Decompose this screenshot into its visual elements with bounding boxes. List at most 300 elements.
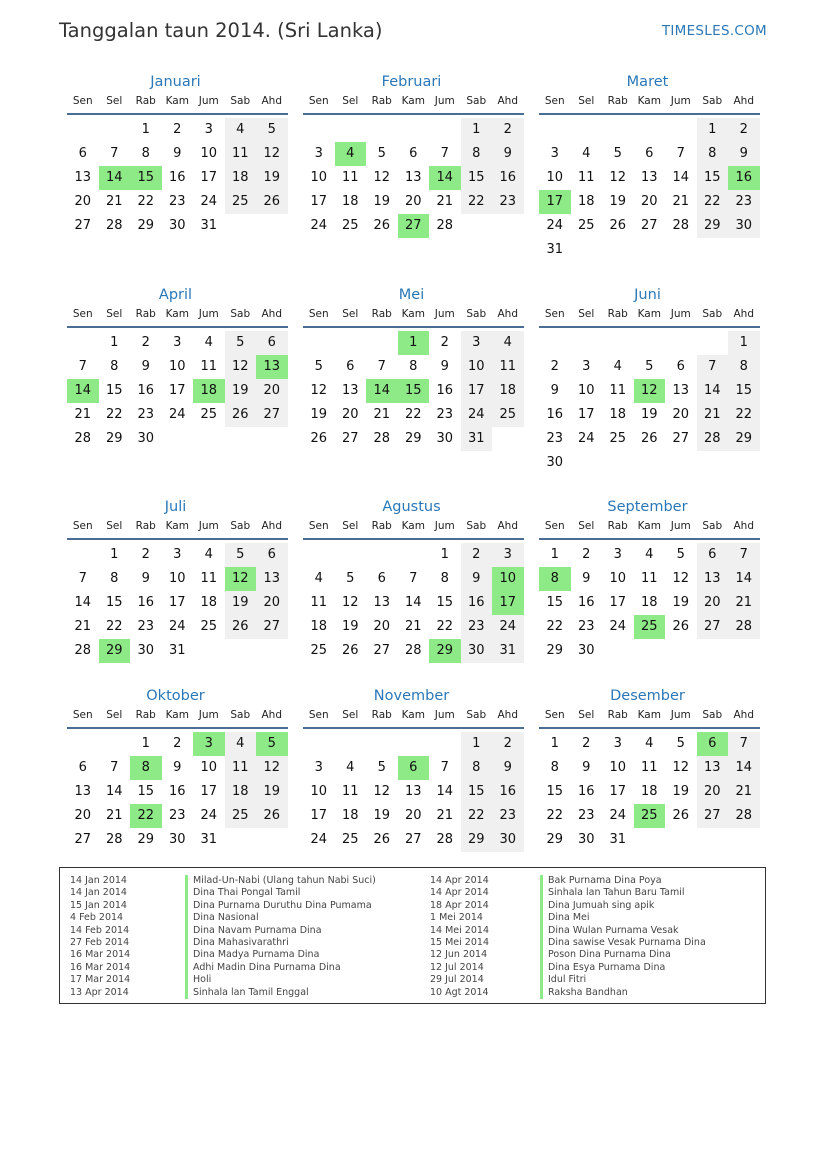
day-cell[interactable]: 10 [168, 359, 186, 374]
day-cell[interactable]: 26 [373, 218, 391, 233]
day-cell[interactable]: 2 [173, 736, 182, 751]
day-cell[interactable]: 22 [436, 619, 454, 634]
day-cell[interactable]: 17 [461, 379, 493, 403]
day-cell[interactable]: 7 [440, 146, 449, 161]
day-cell[interactable]: 21 [728, 780, 760, 804]
day-cell[interactable]: 30 [728, 214, 760, 238]
day-cell[interactable]: 8 [110, 359, 119, 374]
day-cell[interactable]: 27 [697, 804, 729, 828]
day-cell[interactable]: 4 [492, 331, 524, 355]
day-cell[interactable]: 10 [310, 170, 328, 185]
day-cell[interactable]: 18 [640, 595, 658, 610]
day-cell[interactable]: 25 [225, 804, 257, 828]
day-cell[interactable]: 27 [341, 431, 359, 446]
day-cell[interactable]: 15 [436, 595, 454, 610]
day-cell[interactable]: 8 [697, 142, 729, 166]
day-cell[interactable]: 17 [310, 194, 328, 209]
day-cell[interactable]: 14 [697, 379, 729, 403]
day-cell[interactable]: 26 [256, 190, 288, 214]
day-cell[interactable]: 21 [728, 591, 760, 615]
day-cell[interactable]: 30 [137, 643, 155, 658]
day-cell[interactable]: 19 [225, 591, 257, 615]
day-cell[interactable]: 27 [373, 643, 391, 658]
day-cell[interactable]: 28 [728, 615, 760, 639]
day-cell[interactable]: 25 [225, 190, 257, 214]
day-cell[interactable]: 14 [74, 595, 92, 610]
day-cell[interactable]: 20 [373, 619, 391, 634]
day-cell[interactable]: 19 [256, 166, 288, 190]
day-cell[interactable]: 6 [78, 146, 87, 161]
day-cell[interactable]: 4 [204, 335, 213, 350]
day-cell[interactable]: 21 [436, 194, 454, 209]
day-cell[interactable]: 5 [256, 732, 288, 756]
day-cell[interactable]: 2 [492, 118, 524, 142]
day-cell[interactable]: 30 [168, 832, 186, 847]
day-cell[interactable]: 14 [672, 170, 690, 185]
day-cell[interactable]: 20 [341, 407, 359, 422]
day-cell[interactable]: 12 [225, 355, 257, 379]
day-cell[interactable]: 27 [697, 615, 729, 639]
day-cell[interactable]: 22 [546, 808, 564, 823]
day-cell[interactable]: 10 [609, 760, 627, 775]
day-cell[interactable]: 15 [130, 166, 162, 190]
day-cell[interactable]: 13 [404, 170, 422, 185]
day-cell[interactable]: 24 [200, 808, 218, 823]
day-cell[interactable]: 21 [74, 407, 92, 422]
day-cell[interactable]: 29 [728, 427, 760, 451]
day-cell[interactable]: 18 [640, 784, 658, 799]
day-cell[interactable]: 6 [78, 760, 87, 775]
day-cell[interactable]: 4 [314, 571, 323, 586]
day-cell[interactable]: 15 [697, 166, 729, 190]
day-cell[interactable]: 29 [461, 828, 493, 852]
day-cell[interactable]: 26 [609, 218, 627, 233]
day-cell[interactable]: 13 [341, 383, 359, 398]
day-cell[interactable]: 4 [582, 146, 591, 161]
day-cell[interactable]: 31 [200, 832, 218, 847]
day-cell[interactable]: 18 [577, 194, 595, 209]
day-cell[interactable]: 19 [373, 808, 391, 823]
day-cell[interactable]: 2 [582, 736, 591, 751]
day-cell[interactable]: 27 [398, 214, 430, 238]
brand-link[interactable]: TIMESLES.COM [661, 23, 767, 39]
day-cell[interactable]: 5 [346, 571, 355, 586]
day-cell[interactable]: 14 [429, 166, 461, 190]
day-cell[interactable]: 15 [137, 784, 155, 799]
day-cell[interactable]: 3 [314, 760, 323, 775]
day-cell[interactable]: 23 [168, 808, 186, 823]
day-cell[interactable]: 22 [461, 804, 493, 828]
day-cell[interactable]: 23 [461, 615, 493, 639]
day-cell[interactable]: 24 [546, 218, 564, 233]
day-cell[interactable]: 22 [461, 190, 493, 214]
day-cell[interactable]: 22 [404, 407, 422, 422]
day-cell[interactable]: 21 [436, 808, 454, 823]
day-cell[interactable]: 5 [225, 331, 257, 355]
day-cell[interactable]: 9 [492, 756, 524, 780]
day-cell[interactable]: 23 [492, 190, 524, 214]
day-cell[interactable]: 31 [546, 242, 564, 257]
day-cell[interactable]: 19 [256, 780, 288, 804]
day-cell[interactable]: 4 [225, 118, 257, 142]
day-cell[interactable]: 29 [99, 639, 131, 663]
day-cell[interactable]: 10 [492, 567, 524, 591]
day-cell[interactable]: 27 [74, 218, 92, 233]
day-cell[interactable]: 29 [546, 832, 564, 847]
day-cell[interactable]: 6 [256, 543, 288, 567]
day-cell[interactable]: 14 [436, 784, 454, 799]
day-cell[interactable]: 16 [461, 591, 493, 615]
day-cell[interactable]: 1 [110, 335, 119, 350]
day-cell[interactable]: 30 [461, 639, 493, 663]
day-cell[interactable]: 20 [672, 407, 690, 422]
day-cell[interactable]: 28 [728, 804, 760, 828]
day-cell[interactable]: 4 [346, 760, 355, 775]
day-cell[interactable]: 1 [461, 118, 493, 142]
day-cell[interactable]: 8 [409, 359, 418, 374]
day-cell[interactable]: 23 [492, 804, 524, 828]
day-cell[interactable]: 11 [310, 595, 328, 610]
day-cell[interactable]: 18 [609, 407, 627, 422]
day-cell[interactable]: 10 [310, 784, 328, 799]
day-cell[interactable]: 12 [672, 760, 690, 775]
day-cell[interactable]: 17 [609, 784, 627, 799]
day-cell[interactable]: 18 [225, 780, 257, 804]
day-cell[interactable]: 19 [609, 194, 627, 209]
day-cell[interactable]: 9 [550, 383, 559, 398]
day-cell[interactable]: 2 [141, 547, 150, 562]
day-cell[interactable]: 25 [200, 407, 218, 422]
day-cell[interactable]: 18 [193, 379, 225, 403]
day-cell[interactable]: 8 [550, 760, 559, 775]
day-cell[interactable]: 19 [310, 407, 328, 422]
day-cell[interactable]: 30 [137, 431, 155, 446]
day-cell[interactable]: 25 [341, 832, 359, 847]
day-cell[interactable]: 17 [200, 170, 218, 185]
day-cell[interactable]: 18 [341, 808, 359, 823]
day-cell[interactable]: 11 [341, 170, 359, 185]
day-cell[interactable]: 5 [377, 760, 386, 775]
day-cell[interactable]: 25 [577, 218, 595, 233]
day-cell[interactable]: 12 [672, 571, 690, 586]
day-cell[interactable]: 13 [74, 784, 92, 799]
day-cell[interactable]: 24 [492, 615, 524, 639]
day-cell[interactable]: 20 [256, 591, 288, 615]
day-cell[interactable]: 25 [200, 619, 218, 634]
day-cell[interactable]: 25 [609, 431, 627, 446]
day-cell[interactable]: 8 [539, 567, 571, 591]
day-cell[interactable]: 24 [200, 194, 218, 209]
day-cell[interactable]: 6 [697, 732, 729, 756]
day-cell[interactable]: 14 [728, 756, 760, 780]
day-cell[interactable]: 3 [582, 359, 591, 374]
day-cell[interactable]: 14 [67, 379, 99, 403]
day-cell[interactable]: 9 [492, 142, 524, 166]
day-cell[interactable]: 21 [105, 194, 123, 209]
day-cell[interactable]: 24 [168, 407, 186, 422]
day-cell[interactable]: 30 [168, 218, 186, 233]
day-cell[interactable]: 6 [377, 571, 386, 586]
day-cell[interactable]: 20 [256, 379, 288, 403]
day-cell[interactable]: 22 [728, 403, 760, 427]
day-cell[interactable]: 16 [577, 784, 595, 799]
day-cell[interactable]: 2 [461, 543, 493, 567]
day-cell[interactable]: 29 [404, 431, 422, 446]
day-cell[interactable]: 2 [550, 359, 559, 374]
day-cell[interactable]: 16 [137, 383, 155, 398]
day-cell[interactable]: 13 [672, 383, 690, 398]
day-cell[interactable]: 3 [461, 331, 493, 355]
day-cell[interactable]: 26 [341, 643, 359, 658]
day-cell[interactable]: 9 [461, 567, 493, 591]
day-cell[interactable]: 23 [436, 407, 454, 422]
day-cell[interactable]: 14 [728, 567, 760, 591]
day-cell[interactable]: 31 [609, 832, 627, 847]
day-cell[interactable]: 23 [577, 619, 595, 634]
day-cell[interactable]: 15 [461, 166, 493, 190]
day-cell[interactable]: 7 [697, 355, 729, 379]
day-cell[interactable]: 22 [105, 407, 123, 422]
day-cell[interactable]: 6 [346, 359, 355, 374]
day-cell[interactable]: 9 [440, 359, 449, 374]
day-cell[interactable]: 14 [404, 595, 422, 610]
day-cell[interactable]: 3 [204, 122, 213, 137]
day-cell[interactable]: 30 [436, 431, 454, 446]
day-cell[interactable]: 1 [110, 547, 119, 562]
day-cell[interactable]: 20 [697, 591, 729, 615]
day-cell[interactable]: 2 [440, 335, 449, 350]
day-cell[interactable]: 15 [728, 379, 760, 403]
day-cell[interactable]: 14 [99, 166, 131, 190]
day-cell[interactable]: 9 [141, 359, 150, 374]
day-cell[interactable]: 6 [409, 146, 418, 161]
day-cell[interactable]: 25 [341, 218, 359, 233]
day-cell[interactable]: 29 [546, 643, 564, 658]
day-cell[interactable]: 19 [672, 784, 690, 799]
day-cell[interactable]: 3 [314, 146, 323, 161]
day-cell[interactable]: 13 [256, 567, 288, 591]
day-cell[interactable]: 27 [640, 218, 658, 233]
day-cell[interactable]: 28 [672, 218, 690, 233]
day-cell[interactable]: 31 [200, 218, 218, 233]
day-cell[interactable]: 24 [461, 403, 493, 427]
day-cell[interactable]: 21 [373, 407, 391, 422]
day-cell[interactable]: 26 [672, 619, 690, 634]
day-cell[interactable]: 29 [137, 218, 155, 233]
day-cell[interactable]: 7 [728, 732, 760, 756]
day-cell[interactable]: 7 [110, 760, 119, 775]
day-cell[interactable]: 13 [373, 595, 391, 610]
day-cell[interactable]: 3 [613, 736, 622, 751]
day-cell[interactable]: 17 [492, 591, 524, 615]
day-cell[interactable]: 12 [310, 383, 328, 398]
day-cell[interactable]: 7 [78, 571, 87, 586]
day-cell[interactable]: 28 [404, 643, 422, 658]
day-cell[interactable]: 5 [676, 736, 685, 751]
day-cell[interactable]: 28 [373, 431, 391, 446]
day-cell[interactable]: 23 [728, 190, 760, 214]
day-cell[interactable]: 20 [74, 808, 92, 823]
day-cell[interactable]: 15 [546, 784, 564, 799]
day-cell[interactable]: 25 [634, 615, 666, 639]
day-cell[interactable]: 24 [609, 808, 627, 823]
day-cell[interactable]: 5 [314, 359, 323, 374]
day-cell[interactable]: 1 [550, 736, 559, 751]
day-cell[interactable]: 9 [728, 142, 760, 166]
day-cell[interactable]: 17 [168, 595, 186, 610]
day-cell[interactable]: 2 [141, 335, 150, 350]
day-cell[interactable]: 27 [74, 832, 92, 847]
day-cell[interactable]: 15 [105, 595, 123, 610]
day-cell[interactable]: 4 [645, 547, 654, 562]
day-cell[interactable]: 28 [436, 218, 454, 233]
day-cell[interactable]: 1 [550, 547, 559, 562]
day-cell[interactable]: 26 [373, 832, 391, 847]
day-cell[interactable]: 23 [137, 407, 155, 422]
day-cell[interactable]: 11 [200, 359, 218, 374]
day-cell[interactable]: 24 [310, 832, 328, 847]
day-cell[interactable]: 1 [440, 547, 449, 562]
day-cell[interactable]: 6 [398, 756, 430, 780]
day-cell[interactable]: 28 [436, 832, 454, 847]
day-cell[interactable]: 20 [404, 808, 422, 823]
day-cell[interactable]: 3 [173, 335, 182, 350]
day-cell[interactable]: 11 [341, 784, 359, 799]
day-cell[interactable]: 10 [200, 146, 218, 161]
day-cell[interactable]: 12 [256, 142, 288, 166]
day-cell[interactable]: 10 [609, 571, 627, 586]
day-cell[interactable]: 9 [582, 571, 591, 586]
day-cell[interactable]: 28 [105, 218, 123, 233]
day-cell[interactable]: 12 [609, 170, 627, 185]
day-cell[interactable]: 2 [582, 547, 591, 562]
day-cell[interactable]: 24 [168, 619, 186, 634]
day-cell[interactable]: 16 [492, 166, 524, 190]
day-cell[interactable]: 5 [256, 118, 288, 142]
day-cell[interactable]: 27 [256, 615, 288, 639]
day-cell[interactable]: 18 [492, 379, 524, 403]
day-cell[interactable]: 2 [173, 122, 182, 137]
day-cell[interactable]: 12 [225, 567, 257, 591]
day-cell[interactable]: 13 [256, 355, 288, 379]
day-cell[interactable]: 15 [546, 595, 564, 610]
day-cell[interactable]: 17 [609, 595, 627, 610]
day-cell[interactable]: 21 [404, 619, 422, 634]
day-cell[interactable]: 8 [440, 571, 449, 586]
day-cell[interactable]: 21 [697, 403, 729, 427]
day-cell[interactable]: 12 [373, 170, 391, 185]
day-cell[interactable]: 4 [225, 732, 257, 756]
day-cell[interactable]: 10 [200, 760, 218, 775]
day-cell[interactable]: 27 [256, 403, 288, 427]
day-cell[interactable]: 20 [697, 780, 729, 804]
day-cell[interactable]: 16 [137, 595, 155, 610]
day-cell[interactable]: 11 [200, 571, 218, 586]
day-cell[interactable]: 7 [110, 146, 119, 161]
day-cell[interactable]: 11 [640, 571, 658, 586]
day-cell[interactable]: 11 [225, 756, 257, 780]
day-cell[interactable]: 10 [577, 383, 595, 398]
day-cell[interactable]: 29 [105, 431, 123, 446]
day-cell[interactable]: 16 [168, 784, 186, 799]
day-cell[interactable]: 9 [582, 760, 591, 775]
day-cell[interactable]: 1 [398, 331, 430, 355]
day-cell[interactable]: 28 [105, 832, 123, 847]
day-cell[interactable]: 19 [341, 619, 359, 634]
day-cell[interactable]: 8 [141, 146, 150, 161]
day-cell[interactable]: 2 [492, 732, 524, 756]
day-cell[interactable]: 3 [193, 732, 225, 756]
day-cell[interactable]: 7 [676, 146, 685, 161]
day-cell[interactable]: 31 [168, 643, 186, 658]
day-cell[interactable]: 31 [461, 427, 493, 451]
day-cell[interactable]: 13 [697, 567, 729, 591]
day-cell[interactable]: 4 [645, 736, 654, 751]
day-cell[interactable]: 22 [137, 194, 155, 209]
day-cell[interactable]: 27 [404, 832, 422, 847]
day-cell[interactable]: 16 [436, 383, 454, 398]
day-cell[interactable]: 11 [609, 383, 627, 398]
day-cell[interactable]: 4 [335, 142, 367, 166]
day-cell[interactable]: 17 [577, 407, 595, 422]
day-cell[interactable]: 16 [168, 170, 186, 185]
day-cell[interactable]: 20 [404, 194, 422, 209]
day-cell[interactable]: 19 [640, 407, 658, 422]
day-cell[interactable]: 12 [373, 784, 391, 799]
day-cell[interactable]: 7 [409, 571, 418, 586]
day-cell[interactable]: 7 [440, 760, 449, 775]
day-cell[interactable]: 25 [310, 643, 328, 658]
day-cell[interactable]: 9 [173, 760, 182, 775]
day-cell[interactable]: 24 [577, 431, 595, 446]
day-cell[interactable]: 22 [130, 804, 162, 828]
day-cell[interactable]: 30 [577, 643, 595, 658]
day-cell[interactable]: 5 [676, 547, 685, 562]
day-cell[interactable]: 25 [634, 804, 666, 828]
day-cell[interactable]: 7 [78, 359, 87, 374]
day-cell[interactable]: 16 [577, 595, 595, 610]
day-cell[interactable]: 1 [141, 122, 150, 137]
day-cell[interactable]: 30 [546, 455, 564, 470]
day-cell[interactable]: 11 [225, 142, 257, 166]
day-cell[interactable]: 28 [697, 427, 729, 451]
day-cell[interactable]: 18 [225, 166, 257, 190]
day-cell[interactable]: 13 [640, 170, 658, 185]
day-cell[interactable]: 8 [728, 355, 760, 379]
day-cell[interactable]: 4 [613, 359, 622, 374]
day-cell[interactable]: 22 [697, 190, 729, 214]
day-cell[interactable]: 15 [461, 780, 493, 804]
day-cell[interactable]: 8 [110, 571, 119, 586]
day-cell[interactable]: 19 [373, 194, 391, 209]
day-cell[interactable]: 20 [640, 194, 658, 209]
day-cell[interactable]: 8 [461, 142, 493, 166]
day-cell[interactable]: 14 [366, 379, 398, 403]
day-cell[interactable]: 26 [256, 804, 288, 828]
day-cell[interactable]: 26 [225, 615, 257, 639]
day-cell[interactable]: 12 [256, 756, 288, 780]
day-cell[interactable]: 19 [225, 379, 257, 403]
day-cell[interactable]: 6 [645, 146, 654, 161]
day-cell[interactable]: 17 [200, 784, 218, 799]
day-cell[interactable]: 3 [550, 146, 559, 161]
day-cell[interactable]: 15 [105, 383, 123, 398]
day-cell[interactable]: 1 [141, 736, 150, 751]
day-cell[interactable]: 16 [728, 166, 760, 190]
day-cell[interactable]: 3 [492, 543, 524, 567]
day-cell[interactable]: 9 [173, 146, 182, 161]
day-cell[interactable]: 17 [168, 383, 186, 398]
